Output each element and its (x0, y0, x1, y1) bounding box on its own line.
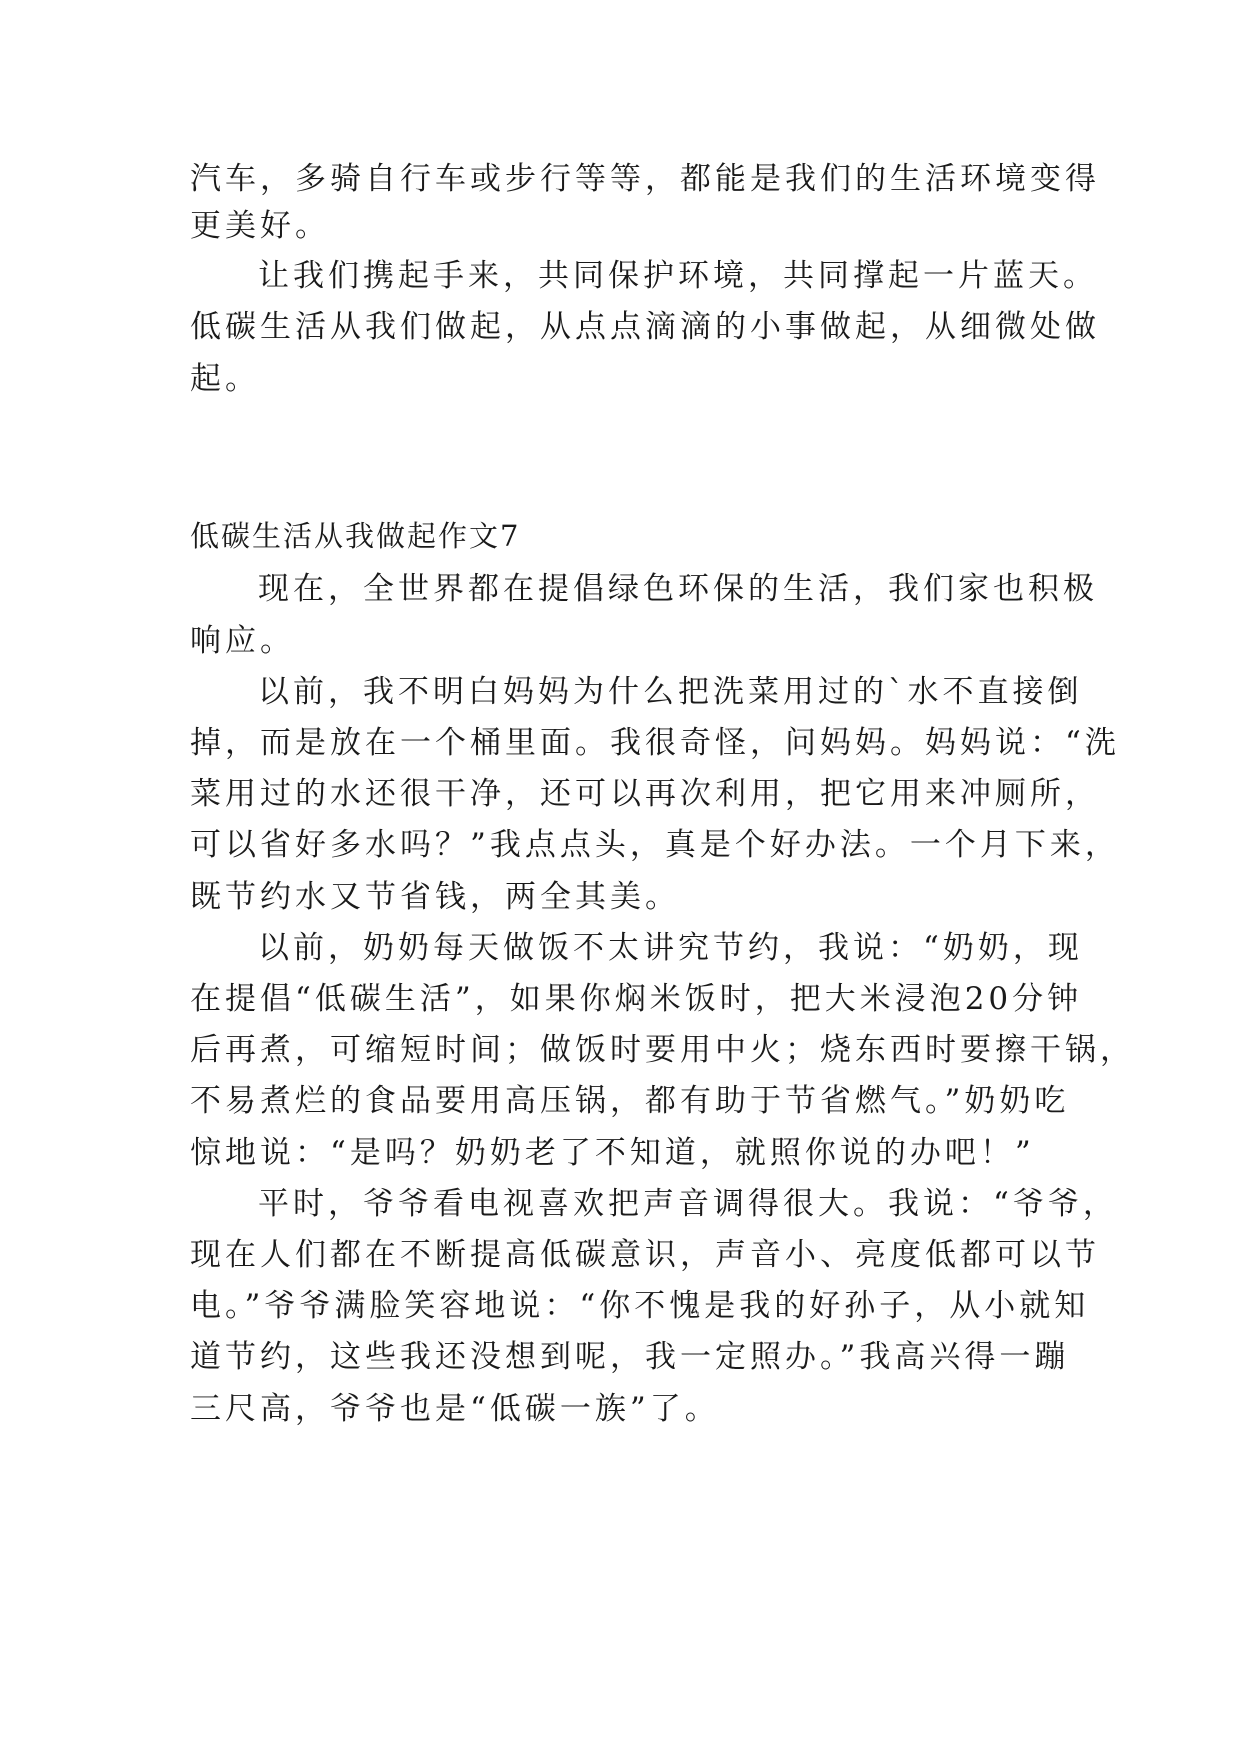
text-line: 以前，我不明白妈妈为什么把洗菜用过的`水不直接倒 (258, 674, 1083, 710)
text-line: 在提倡“低碳生活”，如果你焖米饭时，把大米浸泡20分钟 (190, 981, 1083, 1017)
text-line: 低碳生活从我们做起，从点点滴滴的小事做起，从细微处做 (190, 309, 1100, 345)
text-line: 汽车，多骑自行车或步行等等，都能是我们的生活环境变得 (190, 161, 1100, 197)
text-line: 现在，全世界都在提倡绿色环保的生活，我们家也积极 (258, 571, 1098, 607)
text-line: 平时，爷爷看电视喜欢把声音调得很大。我说：“爷爷， (258, 1186, 1118, 1222)
text-line: 更美好。 (190, 208, 330, 244)
text-line: 以前，奶奶每天做饭不太讲究节约，我说：“奶奶，现 (258, 930, 1083, 966)
text-line: 道节约，这些我还没想到呢，我一定照办。”我高兴得一蹦 (190, 1339, 1070, 1375)
text-line: 让我们携起手来，共同保护环境，共同撑起一片蓝天。 (258, 258, 1098, 294)
text-line: 现在人们都在不断提高低碳意识，声音小、亮度低都可以节 (190, 1237, 1100, 1273)
text-line: 可以省好多水吗？”我点点头，真是个好办法。一个月下来， (190, 827, 1120, 863)
section-heading: 低碳生活从我做起作文7 (190, 519, 521, 553)
text-line: 不易煮烂的食品要用高压锅，都有助于节省燃气。”奶奶吃 (190, 1083, 1070, 1119)
text-line: 菜用过的水还很干净，还可以再次利用，把它用来冲厕所， (190, 776, 1100, 812)
text-line: 掉，而是放在一个桶里面。我很奇怪，问妈妈。妈妈说：“洗 (190, 725, 1120, 761)
text-line: 响应。 (190, 623, 295, 659)
text-line: 电。”爷爷满脸笑容地说：“你不愧是我的好孙子，从小就知 (190, 1288, 1090, 1324)
text-line: 既节约水又节省钱，两全其美。 (190, 879, 680, 915)
text-line: 惊地说：“是吗？奶奶老了不知道，就照你说的办吧！” (190, 1135, 1035, 1171)
text-line: 三尺高，爷爷也是“低碳一族”了。 (190, 1391, 720, 1427)
text-line: 起。 (190, 361, 260, 397)
text-line: 后再煮，可缩短时间；做饭时要用中火；烧东西时要擦干锅， (190, 1032, 1135, 1068)
